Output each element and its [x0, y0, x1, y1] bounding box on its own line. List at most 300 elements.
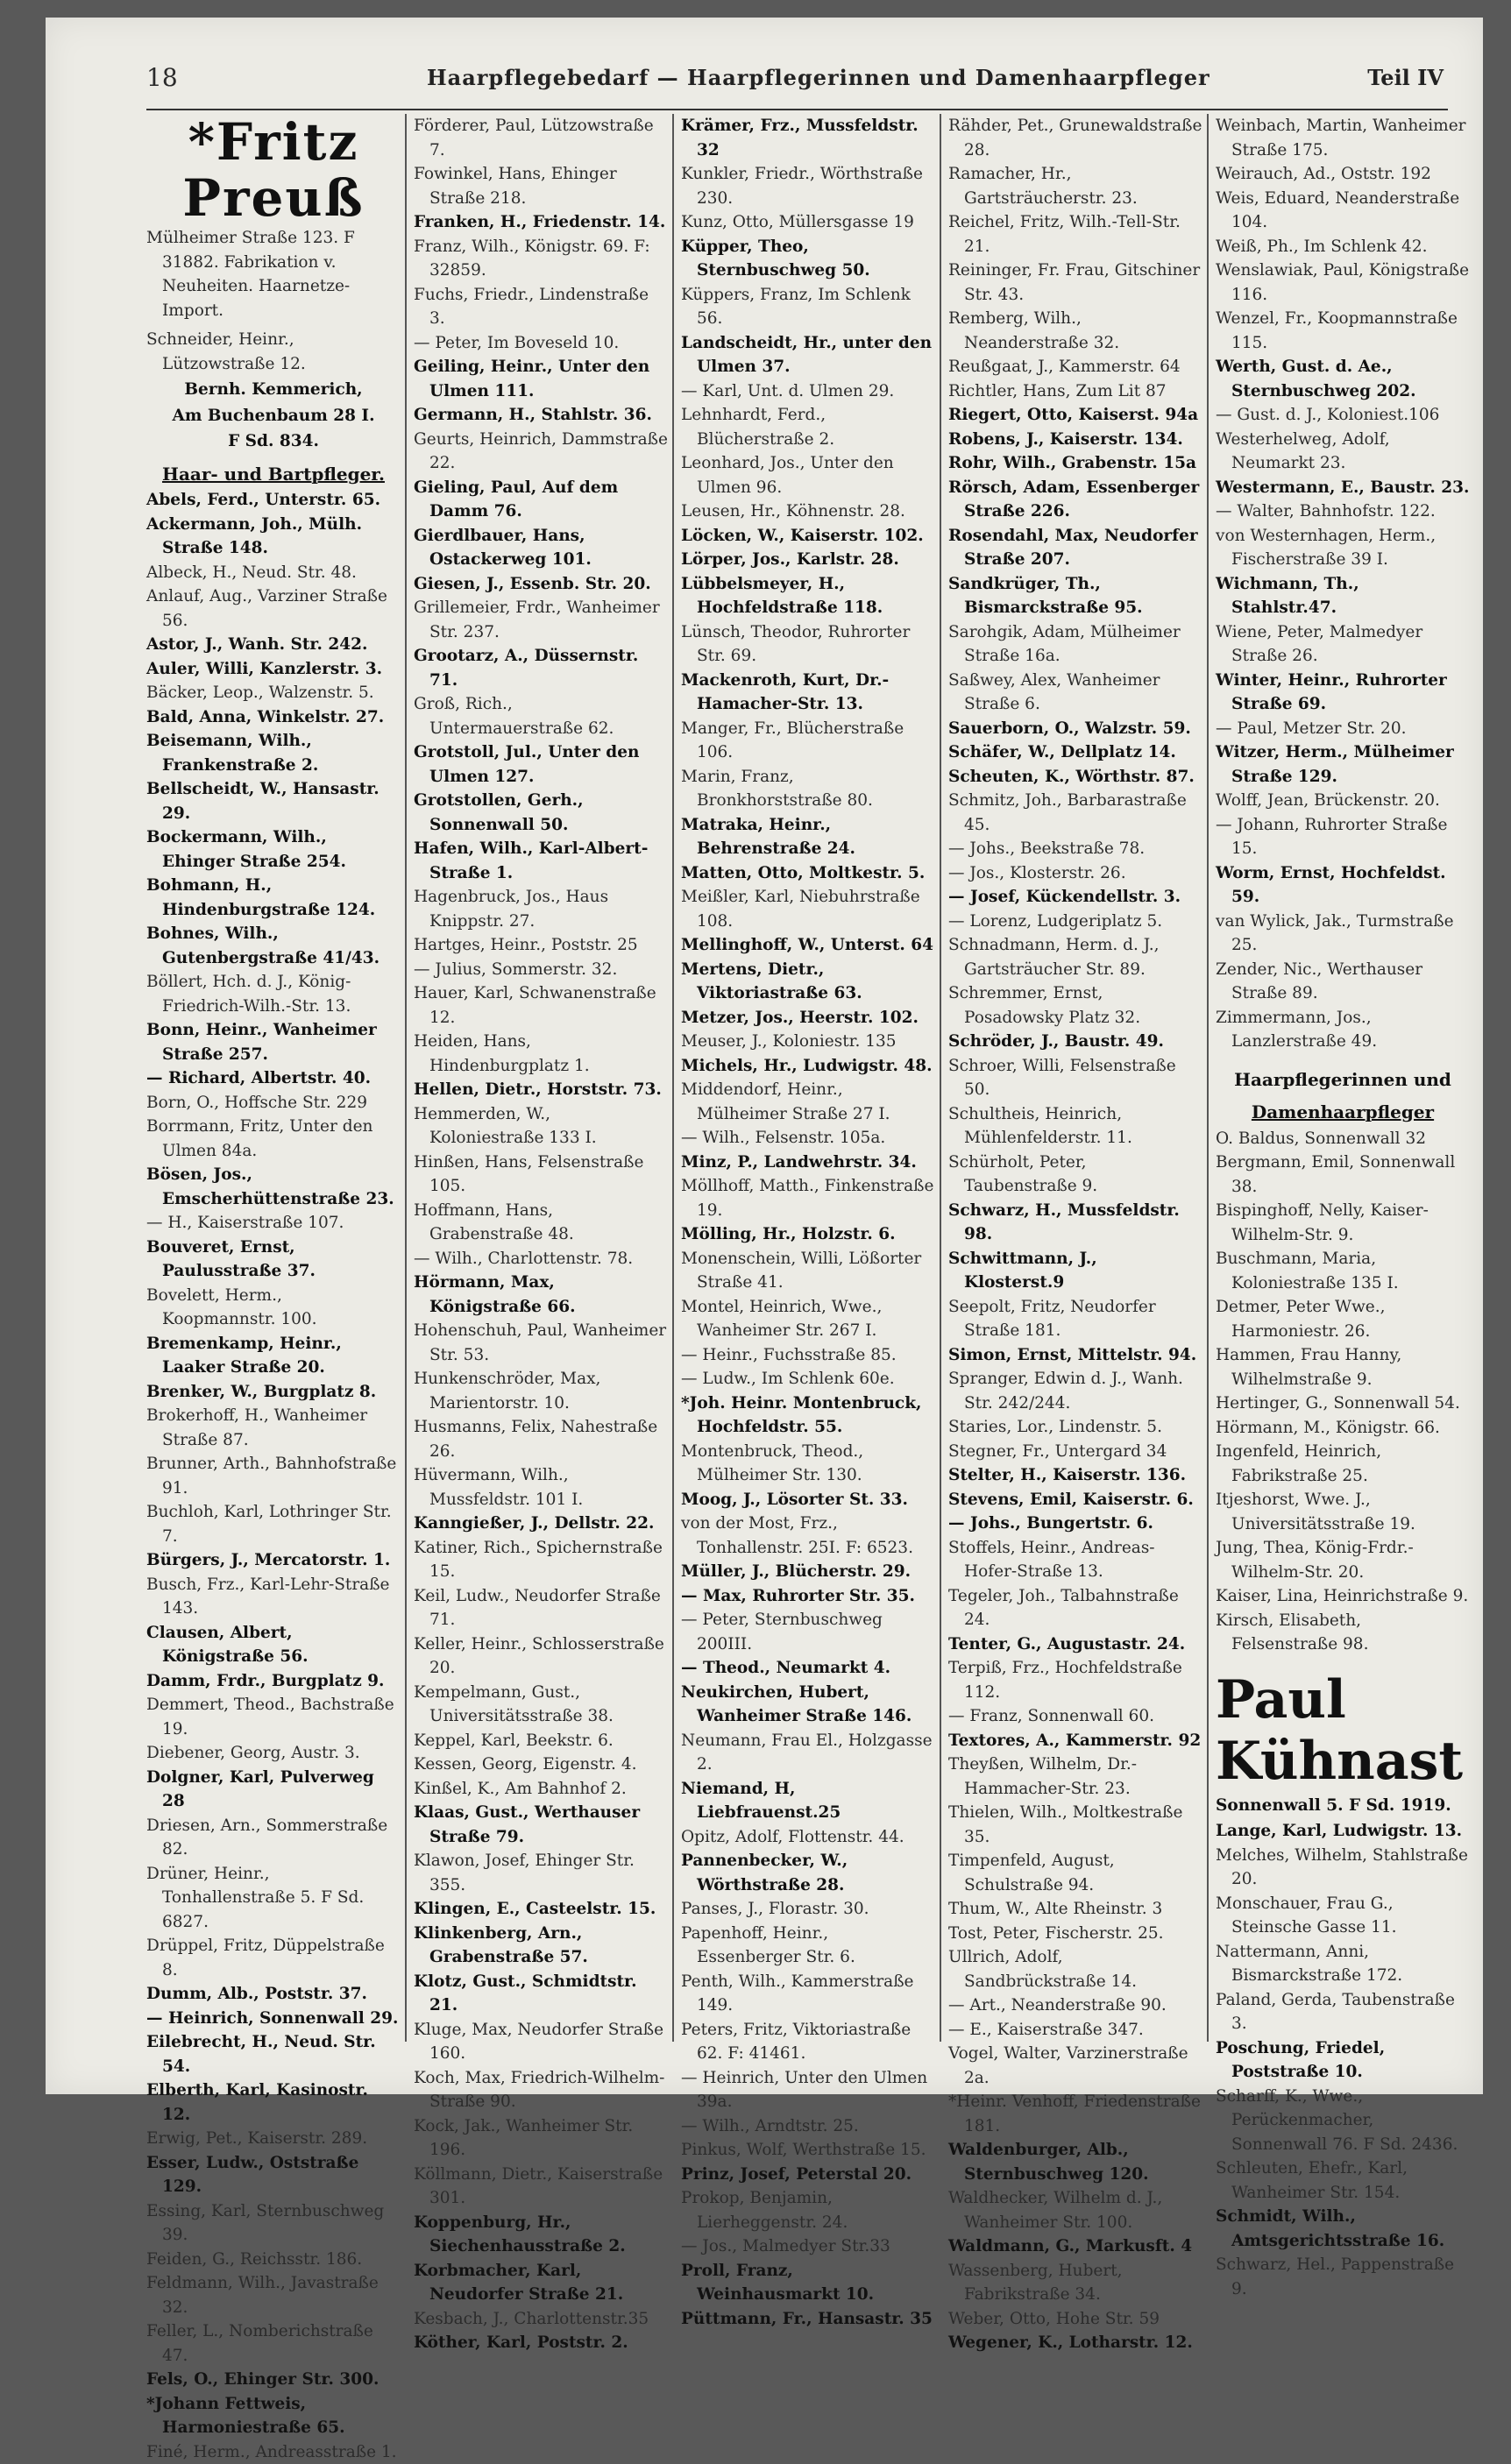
directory-entry: Timpenfeld, August, Schulstraße 94. [948, 1849, 1202, 1897]
directory-entry: Brunner, Arth., Bahnhofstraße 91. [146, 1452, 401, 1500]
directory-entry: Grotstollen, Gerh., Sonnenwall 50. [414, 789, 668, 837]
directory-entry: — Paul, Metzer Str. 20. [1216, 717, 1470, 741]
directory-entry: O. Baldus, Sonnenwall 32 [1216, 1127, 1470, 1151]
directory-entry: Grootarz, A., Düssernstr. 71. [414, 644, 668, 692]
directory-entry: Förderer, Paul, Lützowstraße 7. [414, 114, 668, 162]
directory-entry: Krämer, Frz., Mussfeldstr. 32 [681, 114, 935, 162]
directory-entry: Bremenkamp, Heinr., Laaker Straße 20. [146, 1332, 401, 1380]
directory-entry: Klinkenberg, Arn., Grabenstraße 57. [414, 1922, 668, 1970]
directory-entry: — Heinrich, Unter den Ulmen 39a. [681, 2066, 935, 2114]
directory-entry: Kempelmann, Gust., Universitätsstraße 38. [414, 1681, 668, 1729]
directory-entry: Kunz, Otto, Müllersgasse 19 [681, 210, 935, 235]
directory-entry: Lange, Karl, Ludwigstr. 13. [1216, 1819, 1470, 1844]
entry-list [1216, 1819, 1470, 2301]
directory-entry: Bohnes, Wilh., Gutenbergstraße 41/43. [146, 922, 401, 970]
directory-entry: — Heinr., Fuchsstraße 85. [681, 1343, 935, 1368]
column-divider [940, 114, 941, 2042]
directory-entry: Katiner, Rich., Spichernstraße 15. [414, 1536, 668, 1584]
directory-entry: Dolgner, Karl, Pulverweg 28 [146, 1766, 401, 1814]
column-2 [414, 114, 668, 2085]
directory-entry: Anlauf, Aug., Varziner Straße 56. [146, 584, 401, 633]
entry-list [146, 488, 401, 2464]
directory-entry: Schwarz, Hel., Pappenstraße 9. [1216, 2253, 1470, 2301]
advertiser-name: *Fritz Preuß [146, 114, 401, 226]
directory-entry: Schmitz, Joh., Barbarastraße 45. [948, 789, 1202, 837]
directory-entry: Beisemann, Wilh., Frankenstraße 2. [146, 729, 401, 777]
directory-entry: Eilebrecht, H., Neud. Str. 54. [146, 2030, 401, 2078]
directory-entry: Papenhoff, Heinr., Essenberger Str. 6. [681, 1922, 935, 1970]
directory-entry: Meißler, Karl, Niebuhrstraße 108. [681, 885, 935, 933]
directory-entry: Feller, L., Nomberichstraße 47. [146, 2319, 401, 2368]
directory-entry: Monenschein, Willi, Lößorter Straße 41. [681, 1247, 935, 1295]
directory-entry: — Wilh., Charlottenstr. 78. [414, 1247, 668, 1271]
directory-entry: Vogel, Walter, Varzinerstraße 2a. [948, 2042, 1202, 2090]
directory-entry: Hoffmann, Hans, Grabenstraße 48. [414, 1199, 668, 1247]
column-1 [146, 114, 401, 2085]
directory-entry: Kessen, Georg, Eigenstr. 4. [414, 1752, 668, 1777]
directory-entry: Essing, Karl, Sternbuschweg 39. [146, 2199, 401, 2248]
directory-entry: Stegner, Fr., Untergard 34 [948, 1440, 1202, 1464]
directory-entry: *Johann Fettweis, Harmoniestraße 65. [146, 2392, 401, 2440]
part-label: Teil IV [1367, 65, 1444, 90]
page-header [146, 63, 1444, 107]
directory-entry: — Wilh., Felsenstr. 105a. [681, 1126, 935, 1151]
directory-entry: Kanngießer, J., Dellstr. 22. [414, 1512, 668, 1536]
directory-entry: — Jos., Malmedyer Str.33 [681, 2234, 935, 2259]
directory-entry: Demmert, Theod., Bachstraße 19. [146, 1693, 401, 1741]
directory-entry: Niemand, H, Liebfrauenst.25 [681, 1777, 935, 1825]
directory-entry: Tenter, G., Augustastr. 24. [948, 1632, 1202, 1657]
directory-entry: Ullrich, Adolf, Sandbrückstraße 14. [948, 1945, 1202, 1993]
directory-entry: Remberg, Wilh., Neanderstraße 32. [948, 307, 1202, 355]
directory-entry: Wiene, Peter, Malmedyer Straße 26. [1216, 620, 1470, 669]
directory-entry: — E., Kaiserstraße 347. [948, 2018, 1202, 2043]
directory-entry: Wolff, Jean, Brückenstr. 20. [1216, 789, 1470, 813]
directory-entry: Lünsch, Theodor, Ruhrorter Str. 69. [681, 620, 935, 669]
directory-entry: Reußgaat, J., Kammerstr. 64 [948, 355, 1202, 379]
directory-entry: Middendorf, Heinr., Mülheimer Straße 27 I. [681, 1078, 935, 1126]
directory-entry: Proll, Franz, Weinhausmarkt 10. [681, 2259, 935, 2307]
advertiser-bold-line: F Sd. 834. [146, 429, 401, 454]
directory-entry: Weiß, Ph., Im Schlenk 42. [1216, 235, 1470, 259]
directory-entry: — Peter, Im Boveseld 10. [414, 331, 668, 356]
directory-entry: Poschung, Friedel, Poststraße 10. [1216, 2036, 1470, 2085]
directory-entry: Lübbelsmeyer, H., Hochfeldstraße 118. [681, 572, 935, 620]
directory-entry: Hüvermann, Wilh., Mussfeldstr. 101 I. [414, 1463, 668, 1512]
advertiser-bold-line: Sonnenwall 5. F Sd. 1919. [1216, 1794, 1470, 1818]
directory-entry: Prokop, Benjamin, Lierheggenstr. 24. [681, 2186, 935, 2234]
entry-list [1216, 1127, 1470, 1657]
directory-entry: Esser, Ludw., Oststraße 129. [146, 2151, 401, 2199]
section-heading: Haarpflegerinnen und [1216, 1068, 1470, 1093]
directory-entry: Nattermann, Anni, Bismarckstraße 172. [1216, 1940, 1470, 1988]
directory-entry: Keil, Ludw., Neudorfer Straße 71. [414, 1584, 668, 1632]
directory-entry: Itjeshorst, Wwe. J., Universitätsstraße 19. [1216, 1488, 1470, 1536]
directory-entry: Schmidt, Wilh., Amtsgerichtsstraße 16. [1216, 2205, 1470, 2253]
directory-entry: Damm, Frdr., Burgplatz 9. [146, 1669, 401, 1694]
directory-entry: Franz, Wilh., Königstr. 69. F: 32859. [414, 235, 668, 283]
directory-entry: Robens, J., Kaiserstr. 134. [948, 428, 1202, 452]
directory-entry: Werth, Gust. d. Ae., Sternbuschweg 202. [1216, 355, 1470, 403]
directory-entry: Bürgers, J., Mercatorstr. 1. [146, 1548, 401, 1573]
directory-entry: Müller, J., Blücherstr. 29. [681, 1560, 935, 1584]
directory-entry: Bouveret, Ernst, Paulusstraße 37. [146, 1236, 401, 1284]
directory-entry: — Lorenz, Ludgeriplatz 5. [948, 910, 1202, 934]
directory-entry: Möllhoff, Matth., Finkenstraße 19. [681, 1174, 935, 1222]
directory-entry: Kaiser, Lina, Heinrichstraße 9. [1216, 1584, 1470, 1609]
directory-entry: Schwittmann, J., Klosterst.9 [948, 1247, 1202, 1295]
directory-entry: Wenslawiak, Paul, Königstraße 116. [1216, 258, 1470, 307]
directory-entry: — Gust. d. J., Koloniest.106 [1216, 403, 1470, 428]
directory-entry: Bald, Anna, Winkelstr. 27. [146, 705, 401, 730]
directory-entry: Stoffels, Heinr., Andreas-Hofer-Straße 13. [948, 1536, 1202, 1584]
advertiser-bold-line: Bernh. Kemmerich, [146, 378, 401, 402]
directory-entry: — Johs., Beekstraße 78. [948, 837, 1202, 861]
directory-entry: Astor, J., Wanh. Str. 242. [146, 633, 401, 657]
directory-entry: Gierdlbauer, Hans, Ostackerweg 101. [414, 524, 668, 572]
directory-entry: Franken, H., Friedenstr. 14. [414, 210, 668, 235]
directory-entry: Textores, A., Kammerstr. 92 [948, 1729, 1202, 1753]
directory-entry: Hauer, Karl, Schwanenstraße 12. [414, 981, 668, 1030]
directory-entry: Kunkler, Friedr., Wörthstraße 230. [681, 162, 935, 210]
section-heading: Haar- und Bartpfleger. [146, 463, 401, 487]
directory-entry: Mackenroth, Kurt, Dr.-Hamacher-Str. 13. [681, 669, 935, 717]
directory-entry: Mellinghoff, W., Unterst. 64 [681, 933, 935, 958]
directory-entry: Klingen, E., Casteelstr. 15. [414, 1897, 668, 1922]
directory-entry: Thum, W., Alte Rheinstr. 3 [948, 1897, 1202, 1922]
directory-entry: Rohr, Wilh., Grabenstr. 15a [948, 451, 1202, 476]
directory-entry: — Art., Neanderstraße 90. [948, 1993, 1202, 2018]
directory-entry: Küppers, Franz, Im Schlenk 56. [681, 283, 935, 331]
directory-entry: Hartges, Heinr., Poststr. 25 [414, 933, 668, 958]
directory-entry: Mölling, Hr., Holzstr. 6. [681, 1222, 935, 1247]
directory-entry: Spranger, Edwin d. J., Wanh. Str. 242/244. [948, 1367, 1202, 1415]
directory-entry: Saßwey, Alex, Wanheimer Straße 6. [948, 669, 1202, 717]
directory-entry: Tegeler, Joh., Talbahnstraße 24. [948, 1584, 1202, 1632]
directory-entry: Monschauer, Frau G., Steinsche Gasse 11. [1216, 1892, 1470, 1940]
directory-entry: Riegert, Otto, Kaiserst. 94a [948, 403, 1202, 428]
directory-entry: Bonn, Heinr., Wanheimer Straße 257. [146, 1018, 401, 1066]
directory-entry: Weis, Eduard, Neanderstraße 104. [1216, 187, 1470, 235]
directory-entry: — Josef, Kückendellstr. 3. [948, 885, 1202, 910]
directory-entry: Seepolt, Fritz, Neudorfer Straße 181. [948, 1295, 1202, 1343]
directory-entry: *Joh. Heinr. Montenbruck, Hochfeldstr. 55. [681, 1391, 935, 1440]
directory-entry: Kesbach, J., Charlottenstr.35 [414, 2307, 668, 2332]
directory-entry: Fuchs, Friedr., Lindenstraße 3. [414, 283, 668, 331]
directory-entry: Brokerhoff, H., Wanheimer Straße 87. [146, 1404, 401, 1452]
directory-entry: Panses, J., Florastr. 30. [681, 1897, 935, 1922]
directory-entry: Wichmann, Th., Stahlstr.47. [1216, 572, 1470, 620]
directory-entry: Schröder, J., Baustr. 49. [948, 1030, 1202, 1054]
directory-entry: Moog, J., Lösorter St. 33. [681, 1488, 935, 1512]
directory-entry: Sandkrüger, Th., Bismarckstraße 95. [948, 572, 1202, 620]
directory-entry: Weirauch, Ad., Oststr. 192 [1216, 162, 1470, 187]
directory-entry: Drüppel, Fritz, Düppelstraße 8. [146, 1934, 401, 1982]
directory-entry: Germann, H., Stahlstr. 36. [414, 403, 668, 428]
directory-entry: Simon, Ernst, Mittelstr. 94. [948, 1343, 1202, 1368]
directory-entry: Brenker, W., Burgplatz 8. [146, 1380, 401, 1405]
page-number: 18 [146, 63, 178, 92]
running-title: Haarpflegebedarf — Haarpflegerinnen und Damenhaarpfleger [427, 65, 1210, 90]
directory-entry: *Heinr. Venhoff, Friedenstraße 181. [948, 2090, 1202, 2138]
section-heading: Damenhaarpfleger [1216, 1101, 1470, 1125]
advertiser-bold-line: Am Buchenbaum 28 I. [146, 404, 401, 428]
directory-entry: Theyßen, Wilhelm, Dr.-Hammacher-Str. 23. [948, 1752, 1202, 1801]
directory-entry: Stelter, H., Kaiserstr. 136. [948, 1463, 1202, 1488]
directory-entry: Born, O., Hoffsche Str. 229 [146, 1091, 401, 1115]
directory-entry: — Ludw., Im Schlenk 60e. [681, 1367, 935, 1391]
directory-entry: Detmer, Peter Wwe., Harmoniestr. 26. [1216, 1295, 1470, 1343]
directory-entry: Waldhecker, Wilhelm d. J., Wanheimer Str. 100. [948, 2186, 1202, 2234]
directory-entry: Dumm, Alb., Poststr. 37. [146, 1982, 401, 2007]
directory-entry: Köllmann, Dietr., Kaiserstraße 301. [414, 2163, 668, 2211]
directory-entry: Prinz, Josef, Peterstal 20. [681, 2163, 935, 2187]
directory-entry: Tost, Peter, Fischerstr. 25. [948, 1922, 1202, 1946]
directory-entry: — Peter, Sternbuschweg 200III. [681, 1608, 935, 1656]
directory-entry: Leusen, Hr., Köhnenstr. 28. [681, 499, 935, 524]
directory-entry: Keller, Heinr., Schlosserstraße 20. [414, 1632, 668, 1681]
directory-entry: Sauerborn, O., Walzstr. 59. [948, 717, 1202, 741]
directory-entry: Bäcker, Leop., Walzenstr. 5. [146, 681, 401, 705]
directory-entry: Lehnhardt, Ferd., Blücherstraße 2. [681, 403, 935, 451]
directory-entry: Buschmann, Maria, Koloniestraße 135 I. [1216, 1247, 1470, 1295]
directory-entry: Weber, Otto, Hohe Str. 59 [948, 2307, 1202, 2332]
directory-entry: Reininger, Fr. Frau, Gitschiner Str. 43. [948, 258, 1202, 307]
directory-entry: Meuser, J., Koloniestr. 135 [681, 1030, 935, 1054]
directory-entry: Bellscheidt, W., Hansastr. 29. [146, 777, 401, 825]
directory-entry: Westermann, E., Baustr. 23. [1216, 476, 1470, 500]
directory-entry: — Franz, Sonnenwall 60. [948, 1704, 1202, 1729]
directory-entry: Matraka, Heinr., Behrenstraße 24. [681, 813, 935, 861]
directory-entry: Scharff, K., Wwe., Perückenmacher, Sonnenwall 76. F Sd. 2436. [1216, 2085, 1470, 2157]
directory-entry: Feiden, G., Reichsstr. 186. [146, 2248, 401, 2272]
directory-entry: Penth, Wilh., Kammerstraße 149. [681, 1970, 935, 2018]
directory-entry: Jung, Thea, König-Frdr.-Wilhelm-Str. 20. [1216, 1536, 1470, 1584]
directory-entry: Sarohgik, Adam, Mülheimer Straße 16a. [948, 620, 1202, 669]
directory-entry: Keppel, Karl, Beekstr. 6. [414, 1729, 668, 1753]
directory-entry: Thielen, Wilh., Moltkestraße 35. [948, 1801, 1202, 1849]
directory-entry: Kluge, Max, Neudorfer Straße 160. [414, 2018, 668, 2066]
directory-entry: Buchloh, Karl, Lothringer Str. 7. [146, 1500, 401, 1548]
directory-entry: Manger, Fr., Blücherstraße 106. [681, 717, 935, 765]
directory-entry: Lörper, Jos., Karlstr. 28. [681, 548, 935, 572]
directory-entry: Weinbach, Martin, Wanheimer Straße 175. [1216, 114, 1470, 162]
directory-entry: Peters, Fritz, Viktoriastraße 62. F: 41461. [681, 2018, 935, 2066]
directory-entry: Fels, O., Ehinger Str. 300. [146, 2368, 401, 2392]
directory-entry: Schwarz, H., Mussfeldstr. 98. [948, 1199, 1202, 1247]
directory-entry: Reichel, Fritz, Wilh.-Tell-Str. 21. [948, 210, 1202, 258]
directory-entry: Koch, Max, Friedrich-Wilhelm-Straße 90. [414, 2066, 668, 2114]
directory-entry: Leonhard, Jos., Unter den Ulmen 96. [681, 451, 935, 499]
directory-entry: Hemmerden, W., Koloniestraße 133 I. [414, 1102, 668, 1151]
directory-entry: Paland, Gerda, Taubenstraße 3. [1216, 1988, 1470, 2036]
directory-entry: Landscheidt, Hr., unter den Ulmen 37. [681, 331, 935, 379]
directory-entry: Schnadmann, Herm. d. J., Gartsträucher Str. 89. [948, 933, 1202, 981]
directory-entry: Köther, Karl, Poststr. 2. [414, 2331, 668, 2355]
column-4 [948, 114, 1202, 2085]
directory-entry: Bohmann, H., Hindenburgstraße 124. [146, 874, 401, 922]
directory-entry: Waldenburger, Alb., Sternbuschweg 120. [948, 2138, 1202, 2186]
directory-entry: Grotstoll, Jul., Unter den Ulmen 127. [414, 740, 668, 789]
directory-entry: — Johann, Ruhrorter Straße 15. [1216, 813, 1470, 861]
directory-entry: Stevens, Emil, Kaiserstr. 6. [948, 1488, 1202, 1512]
directory-entry: Zender, Nic., Werthauser Straße 89. [1216, 958, 1470, 1006]
directory-entry: Schleuten, Ehefr., Karl, Wanheimer Str. 154. [1216, 2156, 1470, 2205]
directory-entry: Clausen, Albert, Königstraße 56. [146, 1621, 401, 1669]
directory-entry: Marin, Franz, Bronkhorststraße 80. [681, 765, 935, 813]
directory-entry: Erwig, Pet., Kaiserstr. 289. [146, 2127, 401, 2151]
directory-entry: Hammen, Frau Hanny, Wilhelmstraße 9. [1216, 1343, 1470, 1391]
directory-entry: Melches, Wilhelm, Stahlstraße 20. [1216, 1844, 1470, 1892]
directory-entry: Grillemeier, Frdr., Wanheimer Str. 237. [414, 596, 668, 644]
directory-entry: Kinßel, K., Am Bahnhof 2. [414, 1777, 668, 1802]
directory-entry: Michels, Hr., Ludwigstr. 48. [681, 1054, 935, 1079]
directory-entry: Bovelett, Herm., Koopmannstr. 100. [146, 1284, 401, 1332]
directory-entry: Heiden, Hans, Hindenburgplatz 1. [414, 1030, 668, 1078]
directory-entry: Schürholt, Peter, Taubenstraße 9. [948, 1151, 1202, 1199]
directory-entry: Rähder, Pet., Grunewaldstraße 28. [948, 114, 1202, 162]
directory-entry: Scheuten, K., Wörthstr. 87. [948, 765, 1202, 789]
directory-entry: Richtler, Hans, Zum Lit 87 [948, 379, 1202, 404]
directory-entry: — Richard, Albertstr. 40. [146, 1066, 401, 1091]
directory-entry: Hörmann, Max, Königstraße 66. [414, 1271, 668, 1319]
directory-entry: Witzer, Herm., Mülheimer Straße 129. [1216, 740, 1470, 789]
directory-entry: Groß, Rich., Untermauerstraße 62. [414, 692, 668, 740]
directory-entry: Terpiß, Frz., Hochfeldstraße 112. [948, 1656, 1202, 1704]
entry-list [1216, 114, 1470, 1054]
column-divider [1207, 114, 1209, 2042]
directory-entry: — Julius, Sommerstr. 32. [414, 958, 668, 982]
directory-entry: — Karl, Unt. d. Ulmen 29. [681, 379, 935, 404]
advertiser-name: Paul Kühnast [1216, 1669, 1470, 1792]
directory-entry: Staries, Lor., Lindenstr. 5. [948, 1415, 1202, 1440]
directory-entry: Minz, P., Landwehrstr. 34. [681, 1151, 935, 1175]
directory-entry: Klaas, Gust., Werthauser Straße 79. [414, 1801, 668, 1849]
directory-entry: Geurts, Heinrich, Dammstraße 22. [414, 428, 668, 476]
column-divider [405, 114, 407, 2042]
entry-list [414, 114, 668, 2355]
directory-entry: von Westernhagen, Herm., Fischerstraße 39 I. [1216, 524, 1470, 572]
directory-entry: Koppenburg, Hr., Siechenhausstraße 2. [414, 2211, 668, 2259]
directory-entry: Busch, Frz., Karl-Lehr-Straße 143. [146, 1573, 401, 1621]
directory-entry: Wegener, K., Lotharstr. 12. [948, 2331, 1202, 2355]
directory-entry: Hunkenschröder, Max, Marientorstr. 10. [414, 1367, 668, 1415]
directory-entry: — Jos., Klosterstr. 26. [948, 861, 1202, 886]
directory-entry: Husmanns, Felix, Nahestraße 26. [414, 1415, 668, 1463]
directory-entry: Albeck, H., Neud. Str. 48. [146, 561, 401, 585]
directory-entry: Kock, Jak., Wanheimer Str. 196. [414, 2114, 668, 2163]
directory-entry: — Walter, Bahnhofstr. 122. [1216, 499, 1470, 524]
directory-entry: von der Most, Frz., Tonhallenstr. 25I. F: 6523. [681, 1512, 935, 1560]
directory-entry: Schneider, Heinr., Lützowstraße 12. [146, 328, 401, 376]
directory-entry: Hafen, Wilh., Karl-Albert-Straße 1. [414, 837, 668, 885]
directory-entry: Hagenbruck, Jos., Haus Knippstr. 27. [414, 885, 668, 933]
directory-entry: Ingenfeld, Heinrich, Fabrikstraße 25. [1216, 1440, 1470, 1488]
directory-entry: Pannenbecker, W., Wörthstraße 28. [681, 1849, 935, 1897]
directory-entry: Auler, Willi, Kanzlerstr. 3. [146, 657, 401, 682]
column-divider [672, 114, 674, 2042]
directory-entry: Montenbruck, Theod., Mülheimer Str. 130. [681, 1440, 935, 1488]
directory-entry: Schultheis, Heinrich, Mühlenfelderstr. 11. [948, 1102, 1202, 1151]
directory-entry: Neumann, Frau El., Holzgasse 2. [681, 1729, 935, 1777]
directory-entry: Wenzel, Fr., Koopmannstraße 115. [1216, 307, 1470, 355]
directory-entry: Schäfer, W., Dellplatz 14. [948, 740, 1202, 765]
directory-entry: Mertens, Dietr., Viktoriastraße 63. [681, 958, 935, 1006]
directory-entry: Gieling, Paul, Auf dem Damm 76. [414, 476, 668, 524]
directory-entry: — Heinrich, Sonnenwall 29. [146, 2007, 401, 2031]
directory-entry: Worm, Ernst, Hochfeldst. 59. [1216, 861, 1470, 910]
directory-entry: Rosendahl, Max, Neudorfer Straße 207. [948, 524, 1202, 572]
directory-entry: Abels, Ferd., Unterstr. 65. [146, 488, 401, 513]
advertiser-text: Mülheimer Straße 123. F 31882. Fabrikation v. Neuheiten. Haarnetze-Import. [146, 226, 401, 322]
directory-entry: Fowinkel, Hans, Ehinger Straße 218. [414, 162, 668, 210]
directory-entry: Finé, Herm., Andreasstraße 1. [146, 2440, 401, 2464]
directory-entry: Bergmann, Emil, Sonnenwall 38. [1216, 1151, 1470, 1199]
directory-page [46, 18, 1483, 2094]
directory-entry: — Max, Ruhrorter Str. 35. [681, 1584, 935, 1609]
directory-entry: Hertinger, G., Sonnenwall 54. [1216, 1391, 1470, 1416]
directory-entry: Bockermann, Wilh., Ehinger Straße 254. [146, 825, 401, 874]
directory-entry: Drüner, Heinr., Tonhallenstraße 5. F Sd. 6827. [146, 1862, 401, 1935]
directory-entry: — H., Kaiserstraße 107. [146, 1211, 401, 1236]
directory-entry: Kirsch, Elisabeth, Felsenstraße 98. [1216, 1609, 1470, 1657]
directory-entry: Metzer, Jos., Heerstr. 102. [681, 1006, 935, 1030]
directory-entry: Böllert, Hch. d. J., König-Friedrich-Wilh.-Str. 13. [146, 970, 401, 1018]
directory-entry: Diebener, Georg, Austr. 3. [146, 1741, 401, 1766]
directory-entry: Driesen, Arn., Sommerstraße 82. [146, 1814, 401, 1862]
column-5 [1216, 114, 1470, 2085]
entry-list [681, 114, 935, 2331]
directory-entry: Montel, Heinrich, Wwe., Wanheimer Str. 267 I. [681, 1295, 935, 1343]
directory-entry: Püttmann, Fr., Hansastr. 35 [681, 2307, 935, 2332]
directory-entry: Löcken, W., Kaiserstr. 102. [681, 524, 935, 549]
directory-entry: Korbmacher, Karl, Neudorfer Straße 21. [414, 2259, 668, 2307]
directory-entry: Hohenschuh, Paul, Wanheimer Str. 53. [414, 1319, 668, 1367]
column-3 [681, 114, 935, 2085]
directory-entry: Zimmermann, Jos., Lanzlerstraße 49. [1216, 1006, 1470, 1054]
directory-entry: Küpper, Theo, Sternbuschweg 50. [681, 235, 935, 283]
directory-entry: Neukirchen, Hubert, Wanheimer Straße 146. [681, 1681, 935, 1729]
entry-list [948, 114, 1202, 2355]
directory-entry: Waldmann, G., Markusft. 4 [948, 2234, 1202, 2259]
directory-entry: Feldmann, Wilh., Javastraße 32. [146, 2271, 401, 2319]
directory-entry: Hinßen, Hans, Felsenstraße 105. [414, 1151, 668, 1199]
directory-entry: Klotz, Gust., Schmidtstr. 21. [414, 1970, 668, 2018]
directory-entry: Schroer, Willi, Felsenstraße 50. [948, 1054, 1202, 1102]
directory-entry: Bösen, Jos., Emscherhüttenstraße 23. [146, 1163, 401, 1211]
directory-entry: Rörsch, Adam, Essenberger Straße 226. [948, 476, 1202, 524]
directory-entry: — Johs., Bungertstr. 6. [948, 1512, 1202, 1536]
directory-entry: Giesen, J., Essenb. Str. 20. [414, 572, 668, 597]
directory-entry: Opitz, Adolf, Flottenstr. 44. [681, 1825, 935, 1850]
directory-entry: — Theod., Neumarkt 4. [681, 1656, 935, 1681]
directory-entry: Hörmann, M., Königstr. 66. [1216, 1416, 1470, 1441]
directory-entry: Schremmer, Ernst, Posadowsky Platz 32. [948, 981, 1202, 1030]
header-rule [146, 109, 1448, 110]
directory-entry: Matten, Otto, Moltkestr. 5. [681, 861, 935, 886]
directory-entry: Winter, Heinr., Ruhrorter Straße 69. [1216, 669, 1470, 717]
directory-entry: Ramacher, Hr., Gartsträucherstr. 23. [948, 162, 1202, 210]
directory-entry: Klawon, Josef, Ehinger Str. 355. [414, 1849, 668, 1897]
directory-entry: Hellen, Dietr., Horststr. 73. [414, 1078, 668, 1102]
directory-entry: Ackermann, Joh., Mülh. Straße 148. [146, 513, 401, 561]
directory-entry: Borrmann, Fritz, Unter den Ulmen 84a. [146, 1115, 401, 1163]
directory-entry: Wassenberg, Hubert, Fabrikstraße 34. [948, 2259, 1202, 2307]
directory-entry: Westerhelweg, Adolf, Neumarkt 23. [1216, 428, 1470, 476]
directory-entry: van Wylick, Jak., Turmstraße 25. [1216, 910, 1470, 958]
directory-entry: Bispinghoff, Nelly, Kaiser-Wilhelm-Str. 9. [1216, 1199, 1470, 1247]
directory-entry: Geiling, Heinr., Unter den Ulmen 111. [414, 355, 668, 403]
